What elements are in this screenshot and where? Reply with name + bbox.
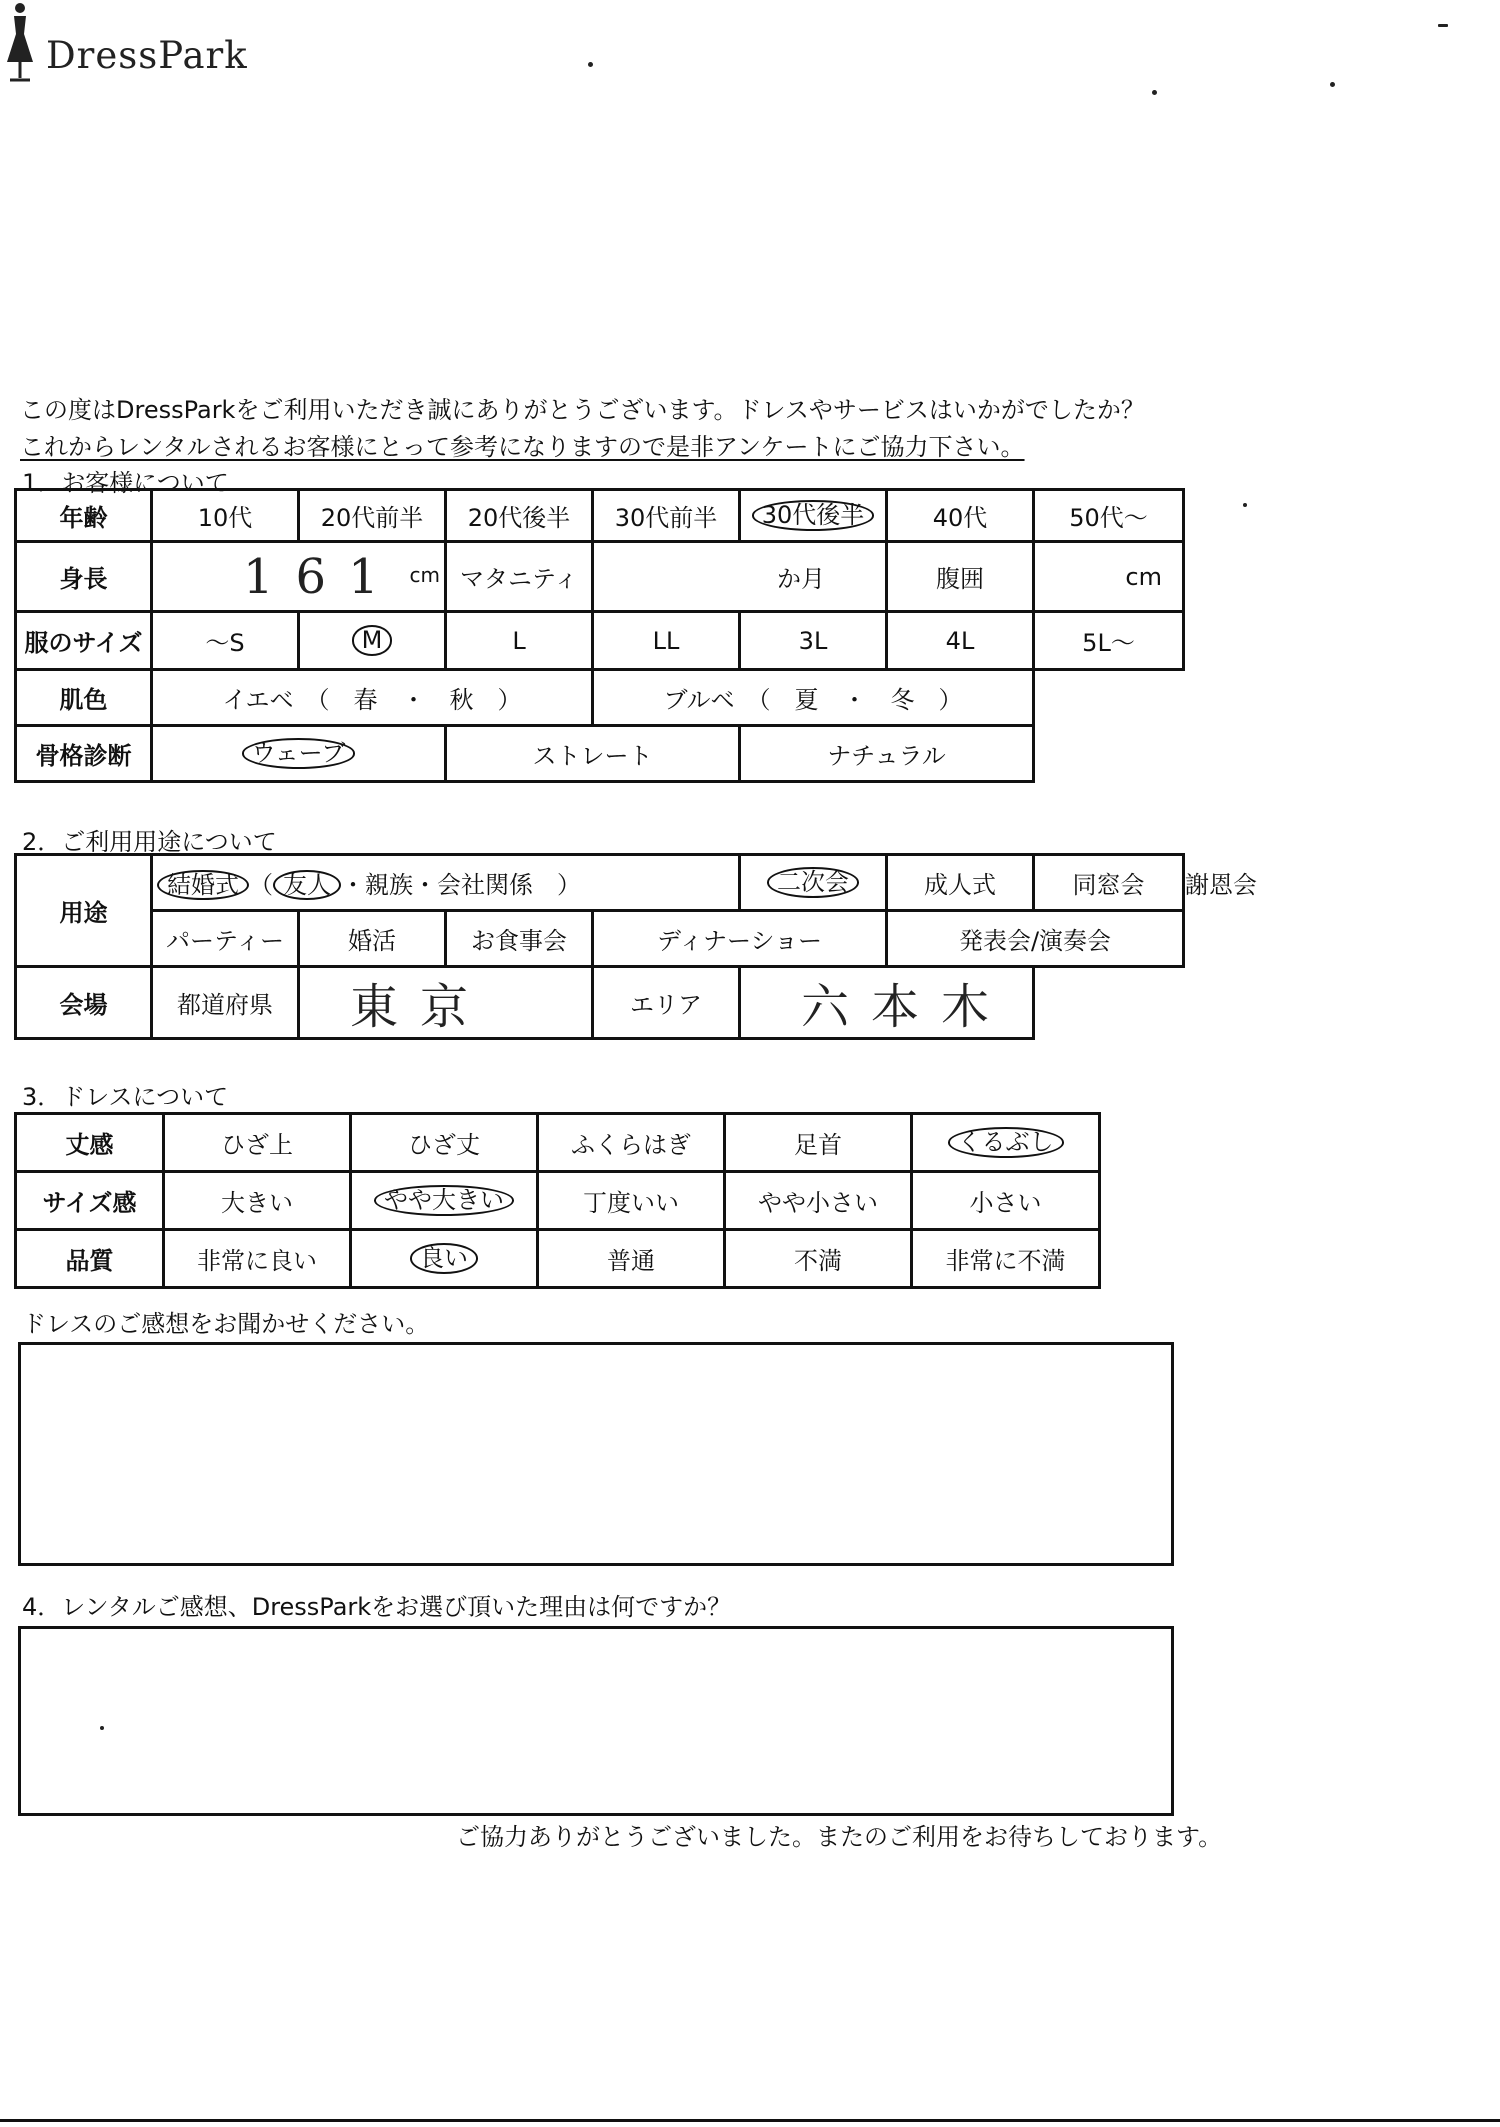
intro-line-1: この度はDressParkをご利用いただき誠にありがとうございます。ドレスやサービスはいかがでしたか？ [20,396,1145,424]
section-3-title: 3．ドレスについて [22,1083,229,1111]
quality-option[interactable]: 非常に良い [164,1230,351,1288]
length-option[interactable]: ひざ丈 [351,1114,538,1172]
prefecture-field[interactable] [299,967,593,1039]
length-option[interactable]: 足首 [725,1114,912,1172]
age-option[interactable]: 40代 [887,490,1034,542]
age-selected-circle: 30代後半 [752,500,875,530]
usage-option[interactable]: 成人式 [887,855,1034,911]
height-unit: cm [409,563,440,587]
intro-line-2: これからレンタルされるお客様にとって参考になりますので是非アンケートにご協力下さい。 [20,433,1025,461]
afterparty-selected-circle: 二次会 [767,867,859,897]
dress-comment-prompt: ドレスのご感想をお聞かせください。 [22,1310,430,1338]
fit-option[interactable]: 丁度いい [538,1172,725,1230]
age-option[interactable]: 10代 [152,490,299,542]
quality-option[interactable]: 不満 [725,1230,912,1288]
customer-info-table [14,488,1185,783]
belly-label: 腹囲 [887,542,1034,612]
length-option[interactable]: ふくらはぎ [538,1114,725,1172]
size-option[interactable]: ～S [152,612,299,670]
dress-comment-box[interactable] [18,1342,1174,1566]
fit-option[interactable]: やや小さい [725,1172,912,1230]
section-2-title: 2．ご利用用途について [22,828,277,856]
usage-option[interactable]: 発表会/演奏会 [887,911,1184,967]
size-option[interactable]: 4L [887,612,1034,670]
age-option[interactable]: 20代前半 [299,490,446,542]
maternity-label: マタニティ [446,542,593,612]
length-option[interactable]: ひざ上 [164,1114,351,1172]
size-option-selected[interactable] [299,612,446,670]
size-option[interactable]: 3L [740,612,887,670]
empty-cell [1034,670,1184,726]
dress-mannequin-icon [0,0,40,90]
fit-selected-circle: やや大きい [374,1185,514,1215]
height-row [16,542,1184,612]
area-label: エリア [593,967,740,1039]
brand-name: DressPark [46,34,248,77]
frame-row [16,726,1184,782]
length-option-selected[interactable] [912,1114,1100,1172]
age-option[interactable]: 30代前半 [593,490,740,542]
quality-option-selected[interactable] [351,1230,538,1288]
frame-option[interactable]: ストレート [446,726,740,782]
size-row [16,612,1184,670]
length-row [16,1114,1100,1172]
usage-option[interactable]: 同窓会 [1034,855,1184,911]
usage-option[interactable]: お食事会 [446,911,593,967]
frame-option-selected[interactable] [152,726,446,782]
size-option[interactable]: L [446,612,593,670]
size-option[interactable]: 5L～ [1034,612,1184,670]
fit-option-selected[interactable] [351,1172,538,1230]
prefecture-value: 東京 [350,979,491,1035]
belly-unit: cm [1125,562,1162,591]
size-selected-circle: M [352,625,393,655]
wedding-option[interactable] [152,855,740,911]
venue-label: 会場 [16,967,152,1039]
height-value: 161 [243,548,401,605]
fit-label: サイズ感 [16,1172,164,1230]
age-option-selected[interactable] [740,490,887,542]
reason-answer-box[interactable] [18,1626,1174,1816]
relations-text: ・親族・会社関係 ） [341,870,581,899]
usage-option[interactable]: パーティー [152,911,299,967]
section-1-title: 1．お客様について [22,469,229,497]
venue-row [16,967,1184,1039]
usage-row-1: 用途 結婚式 （ 友人 ・親族・会社関係 ） 二次会 成人式 同窓会 謝恩会 [16,855,1184,911]
purpose-label: 用途 [16,855,152,967]
size-label: 服のサイズ [16,612,152,670]
skin-label: 肌色 [16,670,152,726]
height-label: 身長 [16,542,152,612]
size-option[interactable]: LL [593,612,740,670]
area-value: 六本木 [801,979,1012,1035]
age-row [16,490,1184,542]
friend-selected-circle: 友人 [273,870,341,900]
usage-option[interactable]: ディナーショー [593,911,887,967]
frame-option[interactable]: ナチュラル [740,726,1034,782]
belly-field[interactable] [1034,542,1184,612]
usage-table [14,853,1257,1040]
skin-blue-option[interactable]: ブルベ （ 夏 ・ 冬 ） [593,670,1034,726]
length-label: 丈感 [16,1114,164,1172]
age-label: 年齢 [16,490,152,542]
quality-selected-circle: 良い [410,1243,478,1273]
afterparty-option-selected[interactable] [740,855,887,911]
skin-yellow-option[interactable]: イエベ （ 春 ・ 秋 ） [152,670,593,726]
quality-row [16,1230,1100,1288]
area-field[interactable] [740,967,1034,1039]
height-field[interactable] [152,542,446,612]
age-option[interactable]: 20代後半 [446,490,593,542]
wedding-selected-circle: 結婚式 [157,870,249,900]
prefecture-label: 都道府県 [152,967,299,1039]
empty-cell [1034,726,1184,782]
fit-option[interactable]: 小さい [912,1172,1100,1230]
quality-label: 品質 [16,1230,164,1288]
usage-row-2 [16,911,1184,967]
frame-selected-circle: ウェーブ [242,738,356,768]
length-selected-circle: くるぶし [948,1127,1064,1157]
fit-row [16,1172,1100,1230]
dress-table [14,1112,1101,1289]
usage-option[interactable]: 婚活 [299,911,446,967]
section-4-title: 4．レンタルご感想、DressParkをお選び頂いた理由は何ですか？ [22,1593,732,1621]
closing-message: ご協力ありがとうございました。またのご利用をお待ちしております。 [456,1823,1223,1851]
bottom-rule [0,2119,1500,2122]
fit-option[interactable]: 大きい [164,1172,351,1230]
dresspark-logo [0,0,260,90]
quality-option[interactable]: 普通 [538,1230,725,1288]
frame-label: 骨格診断 [16,726,152,782]
quality-option[interactable]: 非常に不満 [912,1230,1100,1288]
empty-cell [1034,967,1184,1039]
months-unit: か月 [777,565,825,593]
skin-row [16,670,1184,726]
age-option[interactable]: 50代～ [1034,490,1184,542]
maternity-months-field[interactable] [593,542,887,612]
open-paren: （ [249,870,273,899]
